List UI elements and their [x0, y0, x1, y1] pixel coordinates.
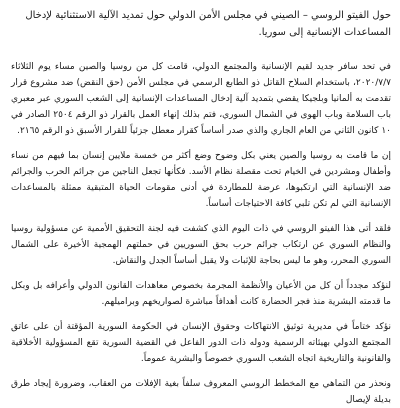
document-title: حول الفيتو الروسي – الصيني في مجلس الأمن الدولي حول تمديد الآلية الاستثنائية لإدخال المساعدات الإنسانية إلى سوريا.: [25, 10, 391, 38]
paragraph-intro: في تحد سافر جديد لقيم الإنسانية والمجتمع الدولي، قامت كل من روسيا والصين مساء يوم الثلاثاء ٢٠٢٠/٧/٧، باستخدام السلاح القاتل ذو الطابع الرسمي في مجلس الأمن (حق النقض) ضد مشروع قرار تقدمت به ألمانيا وبلجيكا يقضي بتمديد آلية إدخال المساعدات الإنسانية إلى الشعب السوري عبر معبري باب السلامة وباب الهوى في الشمال السوري، فتم بذلك إنهاء العمل بالقرار ذو الرقم ٢٥٠٤ الصادر في ١٠ كانون الثاني من العام الجاري والذي صدر أساساً كقرار معطل جزئياً للقرار الأسبق ذو الرقم ٢١٦٥.: [11, 62, 391, 136]
paragraph-consequences: إن ما قامت به روسيا والصين يعني بكل وضوح وضع أكثر من خمسة ملايين إنسان بما فيهم من نساء وأطفال ومشردين في الخيام تحت مقصلة نظام الأسد. فكأنها تجعل الناجين من جرائم الحرب والجرائم ضد الإنسانية التي ارتكبوها، عرضة للمطاردة في أدنى مقومات الحياة المتبقية ممثلة بالمساعدات الإنسانية التي لم تكن تلبي كافة الاحتياجات أساساً.: [11, 151, 391, 209]
paragraph-reaffirm: لنؤكد مجدداً أن كل من الأعيان والأنظمة المجرمة بخصوص معاهدات القانون الدولي وأعرافه بل وبكل ما قدمته البشرية منذ فجر الحضارة كانت أهدافاً مباشرة لصواريخهم وبراميلهم.: [11, 281, 391, 307]
paragraph-warning: ونحذر من التماهي مع المخطط الروسي المعروف سلفاً بغية الإفلات من العقاب، وضرورة إيجاد طرق بديلة لإيصال: [11, 379, 391, 405]
paragraph-conclusion: نؤكد ختاماً في مديرية توثيق الانتهاكات وحقوق الإنسان في الحكومة السورية المؤقتة أن على عاتق المجتمع الدولي بهيئاته الرسمية ودوله ذات الدور الفاعل في القضية السورية تقع المسؤولية الأخلاقية والقانونية والتاريخية اتجاه الشعب السوري خصوصاً والبشرية عموماً.: [11, 322, 391, 364]
paragraph-investigation: فلقد أتى هذا الفيتو الروسي في ذات اليوم الذي كشفت فيه لجنة التحقيق الأممية عن مسؤولية روسيا والنظام السوري عن ارتكاب جرائم حرب بحق السوريين في حملتهم الهمجية الأخيرة على الشمال السوري المحرر، وهو ما ليس بحاجة للإثبات ولا يقبل أساساً الجدل والنقاش.: [11, 224, 391, 266]
